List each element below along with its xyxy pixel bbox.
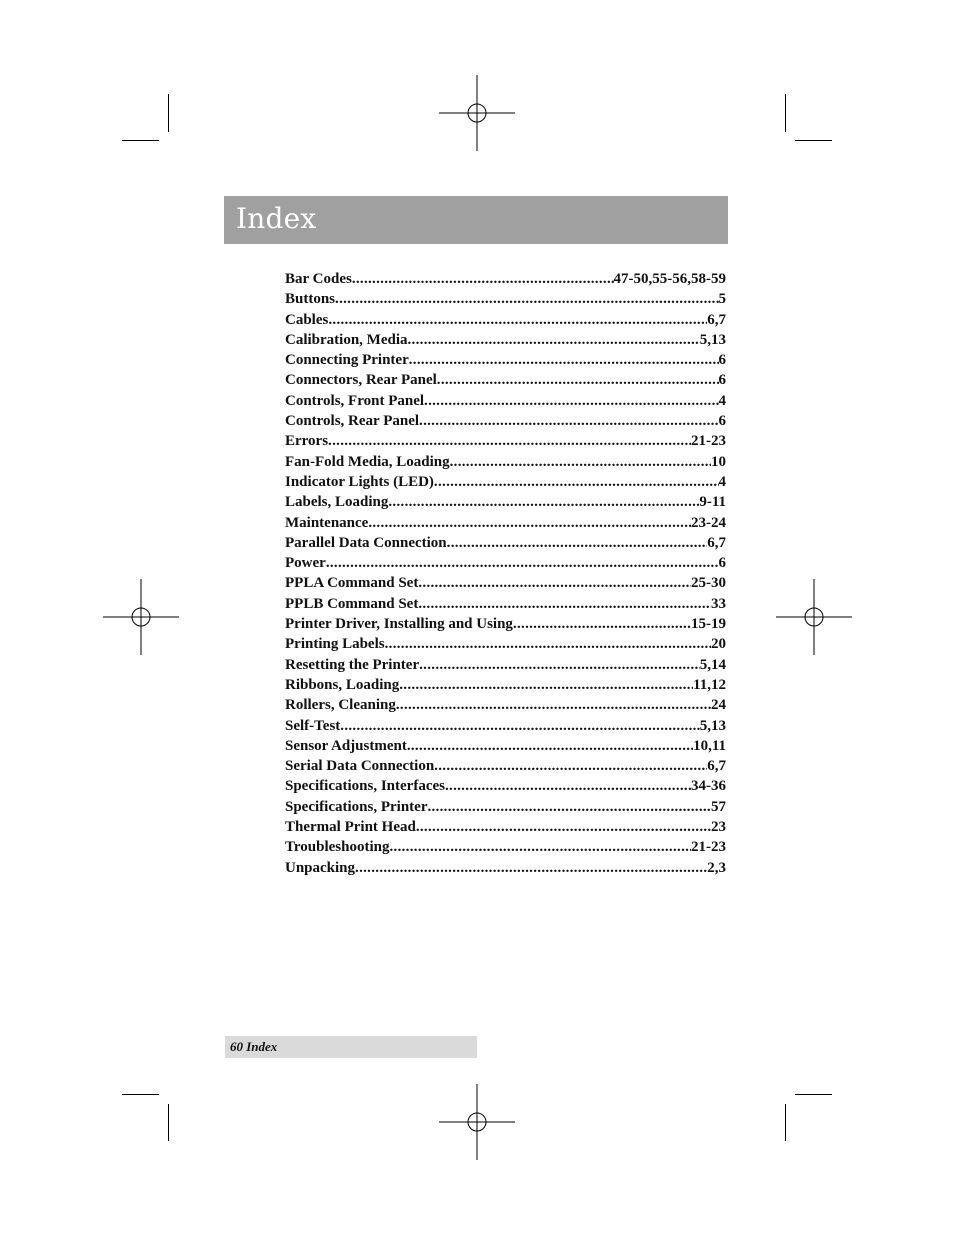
index-entry-term: PPLB Command Set bbox=[285, 595, 419, 612]
index-entry bbox=[285, 431, 726, 451]
index-entry-term: Sensor Adjustment bbox=[285, 737, 407, 754]
index-entry-pages: 5 bbox=[718, 291, 726, 308]
dot-leader bbox=[326, 553, 719, 573]
index-entry-pages: 34-36 bbox=[691, 778, 726, 795]
dot-leader bbox=[450, 452, 711, 472]
index-entry-term: Troubleshooting bbox=[285, 839, 390, 856]
index-entry bbox=[285, 634, 726, 654]
index-entry-pages: 6,7 bbox=[707, 311, 726, 328]
index-entry bbox=[285, 472, 726, 492]
index-entry bbox=[285, 553, 726, 573]
index-entry-term: Calibration, Media bbox=[285, 331, 408, 348]
registration-mark-top bbox=[439, 75, 515, 151]
index-entry bbox=[285, 513, 726, 533]
index-entry bbox=[285, 858, 726, 878]
index-entry-term: Connecting Printer bbox=[285, 352, 409, 369]
index-entry-pages: 21-23 bbox=[691, 839, 726, 856]
index-entry-term: Controls, Front Panel bbox=[285, 392, 425, 409]
index-entry-term: Buttons bbox=[285, 291, 336, 308]
index-entry-pages: 15-19 bbox=[691, 616, 726, 633]
dot-leader bbox=[328, 431, 691, 451]
index-entry-pages: 4 bbox=[718, 392, 726, 409]
index-entry bbox=[285, 817, 726, 837]
index-entry-term: Printing Labels bbox=[285, 636, 385, 653]
index-entry bbox=[285, 330, 726, 350]
dot-leader bbox=[368, 513, 691, 533]
index-entry-term: Ribbons, Loading bbox=[285, 676, 400, 693]
dot-leader bbox=[409, 350, 719, 370]
dot-leader bbox=[388, 492, 699, 512]
dot-leader bbox=[340, 716, 699, 736]
crop-mark-bottom-left-horizontal bbox=[122, 1094, 159, 1095]
index-entry-pages: 10,11 bbox=[693, 737, 726, 754]
index-entry-term: Thermal Print Head bbox=[285, 819, 416, 836]
index-entry-pages: 9-11 bbox=[699, 494, 726, 511]
index-entry bbox=[285, 533, 726, 553]
index-entry-pages: 6 bbox=[718, 372, 726, 389]
index-entry-pages: 6,7 bbox=[707, 534, 726, 551]
index-list bbox=[285, 269, 726, 878]
index-entry bbox=[285, 350, 726, 370]
dot-leader bbox=[385, 634, 711, 654]
index-entry bbox=[285, 573, 726, 593]
dot-leader bbox=[407, 736, 693, 756]
index-entry-term: Errors bbox=[285, 433, 329, 450]
dot-leader bbox=[418, 594, 711, 614]
index-entry-term: Bar Codes bbox=[285, 271, 352, 287]
index-entry-pages: 21-23 bbox=[691, 433, 726, 450]
index-entry-term: Serial Data Connection bbox=[285, 758, 435, 775]
dot-leader bbox=[352, 269, 614, 289]
index-entry-pages: 6 bbox=[718, 555, 726, 572]
index-entry bbox=[285, 716, 726, 736]
index-entry-pages: 57 bbox=[711, 798, 726, 815]
dot-leader bbox=[335, 289, 718, 309]
index-entry-pages: 10 bbox=[711, 453, 726, 470]
index-entry-pages: 33 bbox=[711, 595, 726, 612]
index-entry-term: Cables bbox=[285, 311, 329, 328]
index-entry bbox=[285, 837, 726, 857]
index-entry bbox=[285, 614, 726, 634]
index-entry-term: Indicator Lights (LED) bbox=[285, 473, 434, 490]
page-title: Index bbox=[236, 202, 317, 235]
index-entry-term: Fan-Fold Media, Loading bbox=[285, 453, 450, 470]
index-entry-pages: 23-24 bbox=[691, 514, 726, 531]
index-entry-pages: 6 bbox=[718, 413, 726, 430]
index-entry bbox=[285, 452, 726, 472]
footer-bar bbox=[225, 1036, 477, 1058]
crop-mark-top-left-vertical bbox=[168, 94, 169, 132]
dot-leader bbox=[328, 310, 707, 330]
dot-leader bbox=[434, 472, 719, 492]
index-entry-term: Self-Test bbox=[285, 717, 341, 734]
dot-leader bbox=[399, 675, 693, 695]
dot-leader bbox=[447, 533, 708, 553]
index-entry bbox=[285, 594, 726, 614]
index-entry bbox=[285, 776, 726, 796]
index-entry-pages: 23 bbox=[711, 819, 726, 836]
index-entry bbox=[285, 756, 726, 776]
dot-leader bbox=[355, 858, 707, 878]
index-entry bbox=[285, 391, 726, 411]
index-entry-term: Specifications, Interfaces bbox=[285, 778, 445, 795]
index-entry-pages: 47-50,55-56,58-59 bbox=[613, 271, 726, 287]
index-entry-term: PPLA Command Set bbox=[285, 575, 419, 592]
crop-mark-top-right-vertical bbox=[785, 94, 786, 132]
index-entry-term: Labels, Loading bbox=[285, 494, 389, 511]
index-entry-term: Specifications, Printer bbox=[285, 798, 428, 815]
index-entry-pages: 5,13 bbox=[699, 717, 726, 734]
dot-leader bbox=[419, 411, 718, 431]
index-entry bbox=[285, 289, 726, 309]
registration-mark-right bbox=[776, 579, 852, 655]
index-entry-pages: 11,12 bbox=[693, 676, 726, 693]
dot-leader bbox=[408, 330, 700, 350]
index-entry-pages: 20 bbox=[711, 636, 726, 653]
index-entry bbox=[285, 310, 726, 330]
footer-page-label: 60 Index bbox=[230, 1039, 278, 1054]
index-entry-term: Maintenance bbox=[285, 514, 369, 531]
dot-leader bbox=[437, 370, 719, 390]
dot-leader bbox=[513, 614, 691, 634]
index-entry-term: Parallel Data Connection bbox=[285, 534, 447, 551]
index-entry-term: Power bbox=[285, 555, 326, 572]
index-entry bbox=[285, 269, 726, 289]
index-entry-pages: 6 bbox=[718, 352, 726, 369]
index-entry bbox=[285, 370, 726, 390]
dot-leader bbox=[445, 776, 691, 796]
crop-mark-top-right-horizontal bbox=[795, 140, 832, 141]
index-entry-term: Printer Driver, Installing and Using bbox=[285, 616, 513, 633]
dot-leader bbox=[427, 797, 711, 817]
index-entry bbox=[285, 655, 726, 675]
index-entry-term: Resetting the Printer bbox=[285, 656, 420, 673]
index-entry bbox=[285, 675, 726, 695]
index-entry-pages: 2,3 bbox=[707, 859, 726, 876]
crop-mark-top-left-horizontal bbox=[122, 140, 159, 141]
index-entry-pages: 24 bbox=[711, 697, 726, 714]
crop-mark-bottom-right-vertical bbox=[785, 1104, 786, 1141]
dot-leader bbox=[416, 817, 711, 837]
index-entry bbox=[285, 492, 726, 512]
index-entry-term: Connectors, Rear Panel bbox=[285, 372, 437, 389]
dot-leader bbox=[434, 756, 707, 776]
index-entry-pages: 5,14 bbox=[699, 656, 726, 673]
index-entry-term: Rollers, Cleaning bbox=[285, 697, 396, 714]
index-entry-pages: 25-30 bbox=[691, 575, 726, 592]
dot-leader bbox=[418, 573, 691, 593]
index-entry-term: Controls, Rear Panel bbox=[285, 413, 420, 430]
crop-mark-bottom-left-vertical bbox=[168, 1104, 169, 1141]
index-entry bbox=[285, 736, 726, 756]
dot-leader bbox=[419, 655, 700, 675]
registration-mark-left bbox=[103, 579, 179, 655]
dot-leader bbox=[389, 837, 691, 857]
crop-mark-bottom-right-horizontal bbox=[795, 1094, 832, 1095]
dot-leader bbox=[424, 391, 718, 411]
index-entry bbox=[285, 411, 726, 431]
page-title-bar bbox=[224, 196, 728, 244]
index-entry bbox=[285, 695, 726, 715]
index-entry-pages: 5,13 bbox=[699, 331, 726, 348]
index-entry-pages: 6,7 bbox=[707, 758, 726, 775]
index-entry bbox=[285, 797, 726, 817]
dot-leader bbox=[396, 695, 711, 715]
registration-mark-bottom bbox=[439, 1084, 515, 1160]
index-entry-pages: 4 bbox=[718, 473, 726, 490]
index-entry-term: Unpacking bbox=[285, 859, 356, 876]
